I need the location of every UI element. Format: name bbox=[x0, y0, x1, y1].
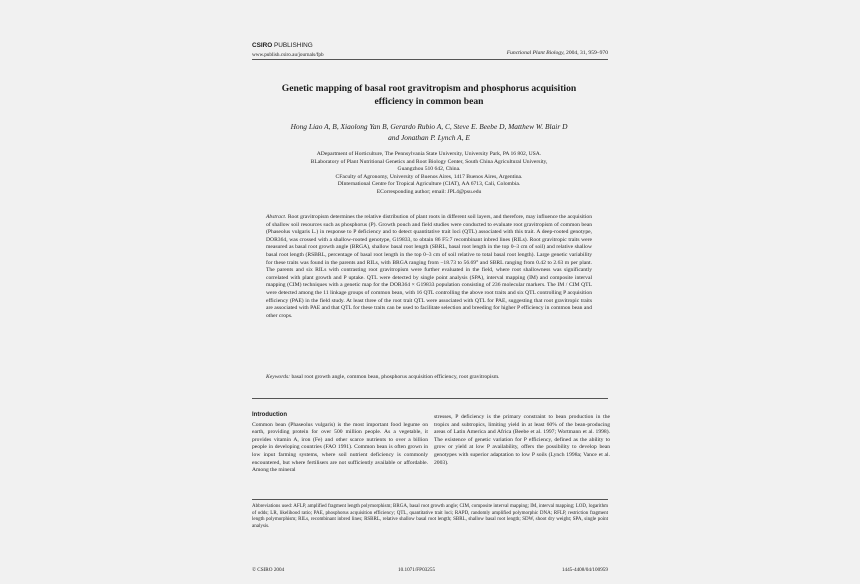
copyright: © CSIRO 2004 bbox=[252, 567, 285, 573]
abbrev-rule bbox=[252, 499, 608, 500]
abstract-label: Abstract. bbox=[266, 214, 287, 220]
journal-url[interactable]: www.publish.csiro.au/journals/fpb bbox=[252, 52, 324, 58]
header-rule bbox=[252, 59, 608, 60]
abstract-text: Root gravitropism determines the relative distribution of plant roots in different soil layers, and therefore, may influence the acquisition of shallow soil resources such as phosphorus (P). Growth pouch and field studies were conducted to evaluate root gravitropism of common bean (Phaseolus vulgaris L.) in response to P deficiency and to detect quantitative trait loci (QTL) associated with this trait. A deep-rooted genotype, DOR364, was crossed with a shallow-rooted genotype, G19833, to obtain 86 F5:7 recombinant inbred lines (RILs). Root gravitropic traits were measured as basal root growth angle (BRGA), shallow basal root length (SBRL, basal root length in the top 0–3 cm of soil) and relative shallow basal root length (RSBRL, percentage of basal root length in the top 0–3 cm of soil relative to total basal root length). Large genetic variability for these traits was found in the parents and RILs, with BRGA ranging from −18.73 to 56.69° and SBRL ranging from 0.42 to 2.63 m per plant. The parents and six RILs with contrasting root gravitropism were further evaluated in the field, where root shallowness was significantly correlated with plant growth and P uptake. QTL were detected by single point analysis (SPA), interval mapping (IM) and composite interval mapping (CIM) techniques with a genetic map for the DOR364 × G19833 population consisting of 236 molecular markers. The IM / CIM QTL were detected among the 11 linkage groups of common bean, with 16 QTL controlling the above root traits and six QTL controlling P acquisition efficiency (PAE) in the field study. At least three of the root trait QTL were associated with QTL for PAE, suggesting that root gravitropic traits are associated with PAE and that QTL for these traits can be used to facilitate selection and breeding for higher P efficiency in common bean and other crops. bbox=[266, 214, 592, 319]
paper-title: Genetic mapping of basal root gravitropism and phosphorus acquisition efficiency in common bean bbox=[281, 83, 577, 107]
abstract bbox=[266, 214, 592, 320]
intro-left-column bbox=[252, 412, 428, 475]
publisher-logo: CSIRO PUBLISHING bbox=[252, 42, 313, 49]
affiliations bbox=[268, 151, 590, 197]
keywords bbox=[266, 374, 592, 382]
intro-paragraph: Common bean (Phaseolus vulgaris) is the most important food legume on earth, providing protein for over 500 million people. As a vegetable, it provides vitamin A, iron (Fe) and other scarce nutrients to over a billion people in developing countries (FAO 1991). Common bean is often grown in low input farming systems, where soil nutrient deficiency is commonly encountered, but where fertilisers are not sufficiently available or affordable. Among the mineral bbox=[252, 421, 428, 474]
intro-right-column bbox=[434, 414, 610, 467]
doi: 10.1071/FP03255 bbox=[398, 567, 436, 573]
affiliation: Guangzhou 510 642, China. bbox=[397, 166, 461, 173]
intro-heading: Introduction bbox=[252, 412, 287, 418]
affiliation: CFaculty of Agronomy, University of Buenos Aires, 1417 Buenos Aires, Argentina. bbox=[335, 173, 523, 180]
authors-line-2: and Jonathan P. Lynch A, E bbox=[388, 133, 470, 142]
affiliation: DInternational Centre for Tropical Agriculture (CIAT), AA 6713, Cali, Colombia. bbox=[337, 181, 521, 188]
affiliation: ADepartment of Horticulture, The Pennsylvania State University, University Park, PA 16 802, USA. bbox=[316, 151, 542, 157]
affiliation: BLaboratory of Plant Nutritional Genetics and Root Biology Center, South China Agricultural University, bbox=[310, 158, 548, 165]
paper-page bbox=[248, 36, 610, 576]
keywords-text: basal root growth angle, common bean, phosphorus acquisition efficiency, root gravitropism. bbox=[291, 374, 500, 380]
keywords-label: Keywords: bbox=[266, 374, 291, 380]
journal-citation: Functional Plant Biology, 2004, 31, 959–970 bbox=[506, 50, 608, 56]
intro-paragraph-continued: stresses, P deficiency is the primary constraint to bean production in the tropics and subtropics, limiting yield in at least 60% of the bean-producing areas of Latin America and Africa (Beebe et al. 1997; Wortmann et al. 1998). The existence of genetic variation for P efficiency, defined as the ability to grow or yield at low P availability, offers the possibility to develop bean genotypes with superior adaptation to low P soils (Lynch 1998a; Vance et al. 2003). bbox=[434, 414, 610, 466]
section-rule bbox=[252, 398, 608, 399]
authors-line-1: Hong Liao A, B, Xiaolong Yan B, Gerardo Rubio A, C, Steve E. Beebe D, Matthew W. Blair D bbox=[290, 122, 568, 131]
issn: 1445-4408/04/100959 bbox=[561, 567, 608, 573]
affiliation: ECorresponding author; email: JPL4@psu.edu bbox=[376, 188, 482, 195]
author-list bbox=[258, 121, 600, 143]
abbreviations: Abbreviations used: AFLP, amplified fragment length polymorphism; BRGA, basal root growth angle; CIM, composite interval mapping; IM, interval mapping; LOD, logarithm of odds; LR, likelihood ratio; PAE, phosphorus acquisition efficiency; QTL, quantitative trait loci; RAPD, randomly amplified polymorphic DNA; RFLP, restriction fragment length polymorphism; RILs, recombinant inbred lines; RSBRL, relative shallow basal root length; SBRL, shallow basal root length; SDW, shoot dry weight; SPA, single point analysis. bbox=[252, 504, 608, 529]
